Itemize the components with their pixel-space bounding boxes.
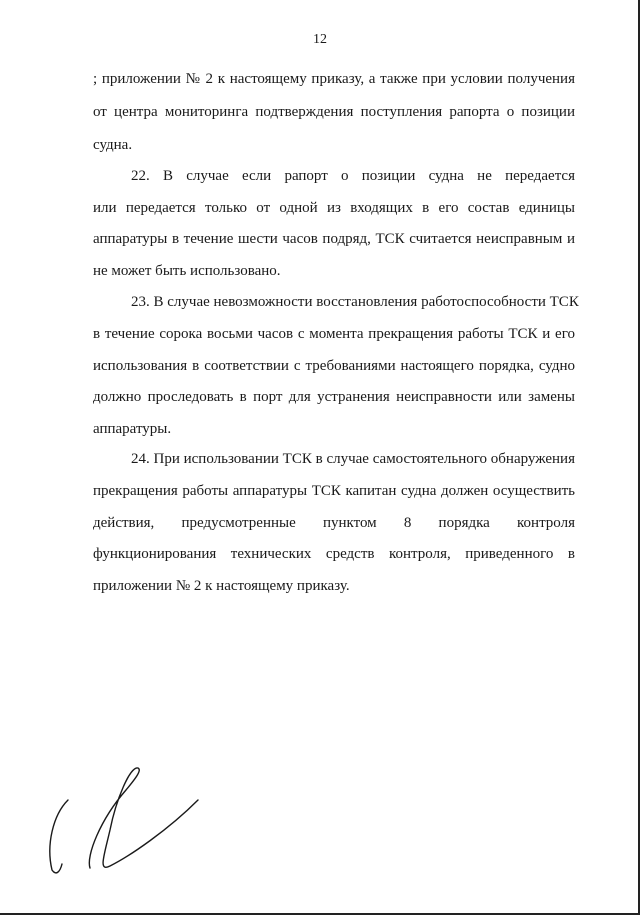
text-line: должно проследовать в порт для устранения неисправности или замены bbox=[93, 389, 575, 405]
text-line: аппаратуры. bbox=[93, 421, 172, 437]
text-line: прекращения работы аппаратуры ТСК капитан судна должен осуществить bbox=[93, 483, 575, 499]
text-line: судна. bbox=[93, 137, 133, 153]
paragraph-23-start: 23. В случае невозможности восстановления работоспособности ТСК bbox=[131, 294, 579, 310]
handwritten-signature bbox=[38, 760, 208, 880]
text-line: использования в соответствии с требованиями настоящего порядка, судно bbox=[93, 358, 575, 374]
paragraph-22-start: 22. В случае если рапорт о позиции судна не передается bbox=[131, 168, 575, 184]
page-number: 12 bbox=[313, 32, 327, 47]
text-line: действия, предусмотренные пунктом 8 порядка контроля bbox=[93, 515, 575, 531]
text-line: в течение сорока восьми часов с момента прекращения работы ТСК и его bbox=[93, 326, 575, 342]
text-line: функционирования технических средств контроля, приведенного в bbox=[93, 546, 575, 562]
paragraph-24-start: 24. При использовании ТСК в случае самостоятельного обнаружения bbox=[131, 451, 575, 467]
text-line: приложении № 2 к настоящему приказу. bbox=[93, 578, 350, 594]
text-line: ; приложении № 2 к настоящему приказу, а также при условии получения bbox=[93, 71, 575, 87]
text-line: от центра мониторинга подтверждения поступления рапорта о позиции bbox=[93, 104, 575, 120]
text-line: или передается только от одной из входящих в его состав единицы bbox=[93, 200, 575, 216]
text-line: не может быть использовано. bbox=[93, 263, 281, 279]
text-line: аппаратуры в течение шести часов подряд, ТСК считается неисправным и bbox=[93, 231, 575, 247]
